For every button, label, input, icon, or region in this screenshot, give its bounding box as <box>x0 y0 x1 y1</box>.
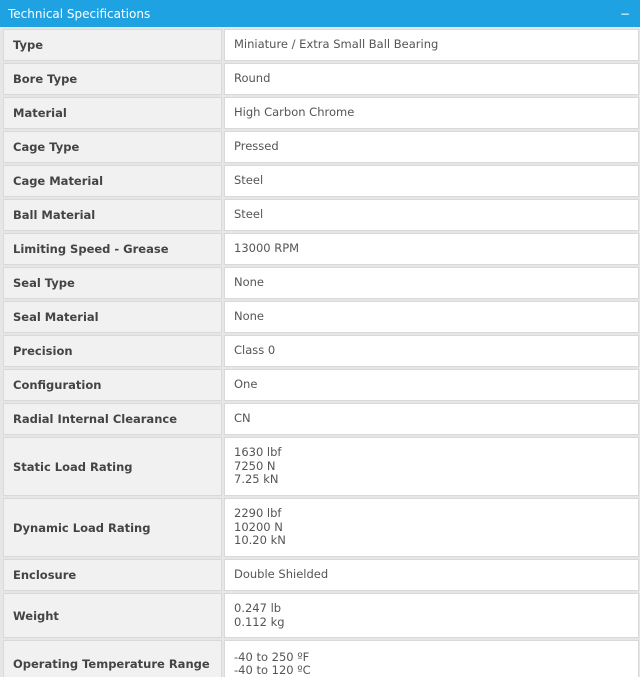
spec-row-type <box>3 29 639 61</box>
spec-label: Ball Material <box>3 199 222 231</box>
spec-value-line: One <box>234 377 258 392</box>
spec-row-static-load-rating <box>3 437 639 496</box>
spec-value-line: 7.25 kN <box>234 472 279 487</box>
spec-value-line: -40 to 120 ºC <box>234 663 311 677</box>
spec-label: Seal Material <box>3 301 222 333</box>
spec-value-line: 7250 N <box>234 458 276 473</box>
spec-label: Limiting Speed - Grease <box>3 233 222 265</box>
spec-label: Bore Type <box>3 63 222 95</box>
spec-value-line: 13000 RPM <box>234 241 300 256</box>
spec-row-radial-internal-clearance <box>3 403 639 435</box>
spec-row-weight <box>3 593 639 638</box>
spec-value-line: Class 0 <box>234 343 276 358</box>
spec-value-line: -40 to 250 ºF <box>234 649 310 664</box>
spec-value-line: Double Shielded <box>234 567 329 582</box>
spec-label: Dynamic Load Rating <box>3 498 222 557</box>
spec-label: Radial Internal Clearance <box>3 403 222 435</box>
spec-value-line: Pressed <box>234 139 279 154</box>
spec-row-cage-material <box>3 165 639 197</box>
spec-value <box>224 369 639 401</box>
spec-row-configuration <box>3 369 639 401</box>
spec-label: Seal Type <box>3 267 222 299</box>
spec-label: Weight <box>3 593 222 638</box>
spec-value <box>224 131 639 163</box>
spec-row-precision <box>3 335 639 367</box>
spec-row-enclosure <box>3 559 639 591</box>
spec-value-line: None <box>234 309 265 324</box>
panel-title: Technical Specifications <box>8 6 151 21</box>
spec-value <box>224 559 639 591</box>
spec-value-line: CN <box>234 411 251 426</box>
spec-label: Cage Material <box>3 165 222 197</box>
spec-row-dynamic-load-rating <box>3 498 639 557</box>
spec-value-line: Round <box>234 71 271 86</box>
spec-label: Configuration <box>3 369 222 401</box>
spec-value <box>224 29 639 61</box>
spec-value-line: Steel <box>234 173 264 188</box>
spec-label: Operating Temperature Range <box>3 640 222 677</box>
spec-value-line: 10200 N <box>234 519 283 534</box>
spec-value <box>224 97 639 129</box>
spec-value <box>224 403 639 435</box>
spec-value-line: 10.20 kN <box>234 533 286 548</box>
spec-value <box>224 199 639 231</box>
spec-value-line: 1630 lbf <box>234 445 282 460</box>
spec-value <box>224 640 639 677</box>
spec-value-line: 0.247 lb <box>234 601 282 615</box>
spec-value <box>224 498 639 557</box>
collapse-icon[interactable]: − <box>619 6 630 21</box>
spec-value-line: None <box>234 275 265 290</box>
spec-value <box>224 63 639 95</box>
spec-label: Precision <box>3 335 222 367</box>
spec-value <box>224 267 639 299</box>
spec-value <box>224 233 639 265</box>
spec-value <box>224 335 639 367</box>
panel-header[interactable] <box>0 0 640 27</box>
spec-value <box>224 437 639 496</box>
spec-row-ball-material <box>3 199 639 231</box>
spec-value-line: 2290 lbf <box>234 506 282 521</box>
spec-label: Static Load Rating <box>3 437 222 496</box>
spec-row-seal-material <box>3 301 639 333</box>
spec-row-cage-type <box>3 131 639 163</box>
spec-row-seal-type <box>3 267 639 299</box>
spec-value <box>224 593 639 638</box>
spec-label: Material <box>3 97 222 129</box>
spec-value-line: Miniature / Extra Small Ball Bearing <box>234 37 439 52</box>
spec-table <box>3 29 639 677</box>
spec-value-line: High Carbon Chrome <box>234 105 355 120</box>
spec-value <box>224 165 639 197</box>
spec-label: Type <box>3 29 222 61</box>
spec-row-material <box>3 97 639 129</box>
spec-value <box>224 301 639 333</box>
spec-row-limiting-speed <box>3 233 639 265</box>
spec-label: Cage Type <box>3 131 222 163</box>
spec-row-operating-temperature-range <box>3 640 639 677</box>
spec-value-line: 0.112 kg <box>234 614 285 629</box>
spec-row-bore-type <box>3 63 639 95</box>
spec-value-line: Steel <box>234 207 264 222</box>
spec-label: Enclosure <box>3 559 222 591</box>
